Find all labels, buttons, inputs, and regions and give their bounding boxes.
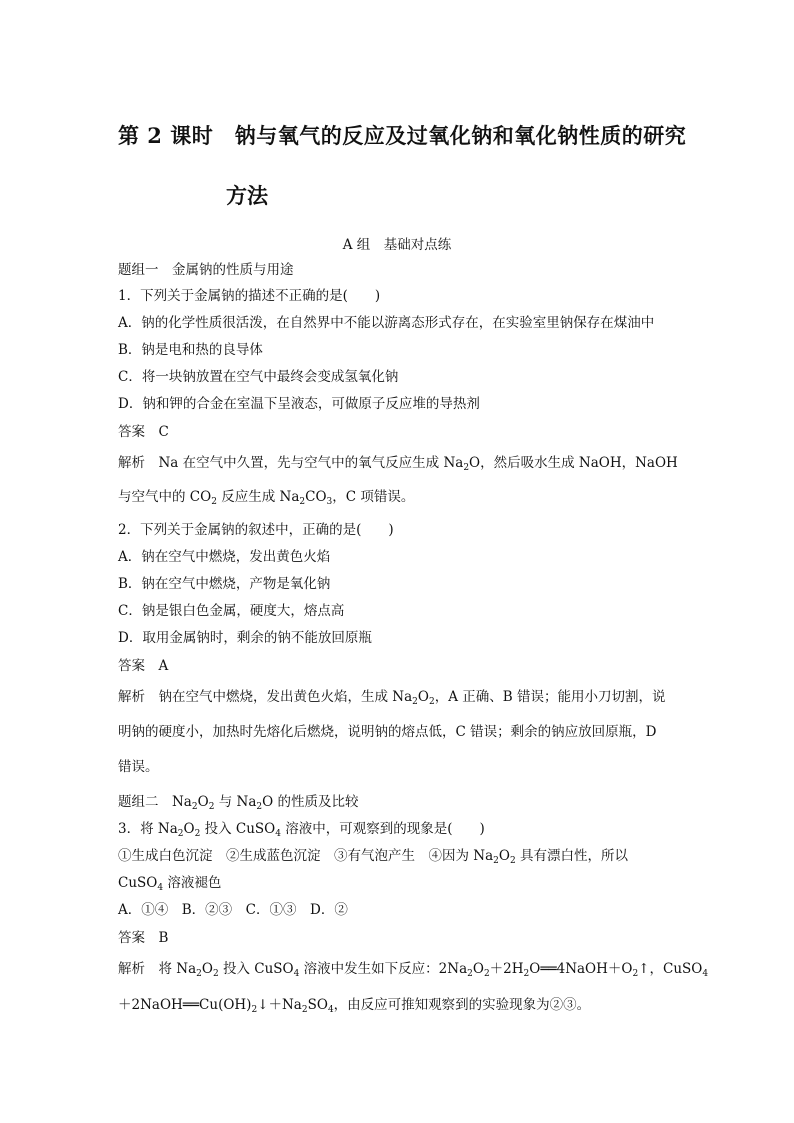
q3-stem: 3．将 $Na_2O_2$ 投入 CuSO$_4$ 溶液中，可观察到的现象是( ) [118,821,485,839]
q2-option-c: C．钠是银白色金属，硬度大，熔点高 [118,603,345,619]
q1-option-c: C．将一块钠放置在空气中最终会变成氢氧化钠 [118,369,399,385]
lesson-title-line2: 方法 [226,183,268,208]
q1-answer: 答案 C [118,424,169,440]
q3-analysis-line1: 解析 将 $Na_2O_2$ 投入 CuSO$_4$ 溶液中发生如下反应：$2Na_2O_2+2H_2O══4NaOH+O_2↑$，CuSO$_4$ [118,961,709,979]
group2-heading: 题组二 $Na_2O_2$ 与 $Na_2O$ 的性质及比较 [118,794,359,812]
q3-options: A．①④ B．②③ C．①③ D．② [118,902,348,918]
group1-heading: 题组一 金属钠的性质与用途 [118,262,294,278]
q2-option-b: B．钠在空气中燃烧，产物是氧化钠 [118,576,331,592]
q1-stem: 1．下列关于金属钠的描述不正确的是( ) [118,288,381,304]
q1-option-a: A．钠的化学性质很活泼，在自然界中不能以游离态形式存在，在实验室里钠保存在煤油中 [118,315,655,331]
q2-option-a: A．钠在空气中燃烧，发出黄色火焰 [118,549,331,565]
q1-option-b: B．钠是电和热的良导体 [118,342,263,358]
q3-answer: 答案 B [118,930,169,946]
q2-answer: 答案 A [118,658,169,674]
q3-phenomena-line1: ①生成白色沉淀 ②生成蓝色沉淀 ③有气泡产生 ④因为 $Na_2O_2$ 具有漂白性，所以 [118,848,628,866]
q2-analysis-line1: 解析 钠在空气中燃烧，发出黄色火焰，生成 $Na_2O_2$，A 正确、B 错误；能用小刀切割，说 [118,689,666,707]
q1-analysis-line2: 与空气中的 $CO_2$ 反应生成 $Na_2CO_3$，C 项错误。 [118,489,415,507]
q1-analysis-line1: 解析 Na 在空气中久置，先与空气中的氧气反应生成 $Na_2O$，然后吸水生成 NaOH，NaOH [118,455,678,473]
lesson-title-line1: 第 2 课时 钠与氧气的反应及过氧化钠和氧化钠性质的研究 [118,123,687,148]
q2-analysis-line2: 明钠的硬度小，加热时先熔化后燃烧，说明钠的熔点低，C 错误；剩余的钠应放回原瓶，D [118,724,657,740]
section-heading: A 组 基础对点练 [342,237,452,253]
q3-analysis-line2: $+2NaOH══Cu(OH)_2↓+Na_2SO_4$，由反应可推知观察到的实验现象为②③。 [118,997,591,1015]
q2-analysis-line3: 错误。 [118,759,159,775]
q3-phenomena-line2: CuSO$_4$ 溶液褪色 [118,875,222,893]
q1-option-d: D．钠和钾的合金在室温下呈液态，可做原子反应堆的导热剂 [118,396,480,412]
q2-stem: 2．下列关于金属钠的叙述中，正确的是( ) [118,522,394,538]
q2-option-d: D．取用金属钠时，剩余的钠不能放回原瓶 [118,630,372,646]
